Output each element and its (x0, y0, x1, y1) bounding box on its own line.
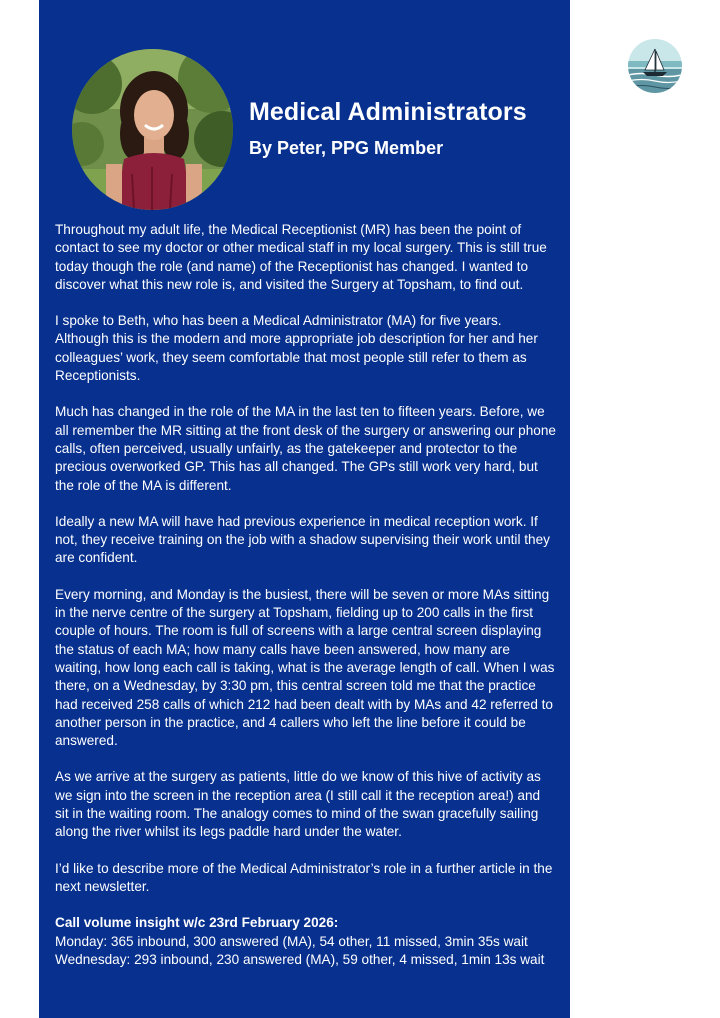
sailboat-logo-icon (628, 39, 682, 93)
insight-heading: Call volume insight w/c 23rd February 2026: (55, 915, 339, 931)
paragraph: I’d like to describe more of the Medical Administrator’s role in a further article in the next newsletter. (55, 860, 553, 894)
author-photo (72, 49, 233, 210)
article-title: Medical Administrators (249, 98, 527, 126)
call-volume-insight (55, 914, 557, 969)
photo-of-beth-image (72, 49, 233, 210)
article-panel (39, 0, 570, 1018)
insight-monday: Monday: 365 inbound, 300 answered (MA), 54 other, 11 missed, 3min 35s wait (55, 933, 528, 949)
paragraph: Ideally a new MA will have had previous experience in medical reception work. If not, they receive training on the job with a shadow supervising their work until they are confident. (55, 513, 550, 566)
paragraph: I spoke to Beth, who has been a Medical Administrator (MA) for five years. Although this is the modern and more appropriate job description for her and her colleagues’ work, they seem comfortable that most people still refer to them as Receptionists. (55, 313, 538, 384)
paragraph: As we arrive at the surgery as patients, little do we know of this hive of activity as we sign into the screen in the reception area (I still call it the reception area!) and sit in the waiting room. The analogy comes to mind of the swan gracefully sailing along the river whilst its legs paddle hard under the water. (55, 769, 541, 840)
paragraph: Every morning, and Monday is the busiest, there will be seven or more MAs sitting in the nerve centre of the surgery at Topsham, fielding up to 200 calls in the first couple of hours. The room is full of screens with a large central screen displaying the status of each MA; how many calls have been answered, how many are waiting, how long each call is taking, what is the average length of call. When I was there, on a Wednesday, by 3:30 pm, this central screen told me that the practice had received 258 calls of which 212 had been dealt with by MAs and 42 referred to another person in the practice, and 4 callers who left the line before it could be answered. (55, 586, 555, 749)
insight-wednesday: Wednesday: 293 inbound, 230 answered (MA), 59 other, 4 missed, 1min 13s wait (55, 951, 545, 967)
paragraph: Much has changed in the role of the MA in the last ten to fifteen years. Before, we all remember the MR sitting at the front desk of the surgery or answering our phone calls, often perceived, usually unfairly, as the gatekeeper and protector to the precious overworked GP. This has all changed. The GPs still work very hard, but the role of the MA is different. (55, 404, 556, 493)
article-body (55, 221, 557, 969)
article-byline: By Peter, PPG Member (249, 138, 444, 158)
paragraph: Throughout my adult life, the Medical Receptionist (MR) has been the point of contact to see my doctor or other medical staff in my local surgery. This is still true today though the role (and name) of the Receptionist has changed. I wanted to discover what this new role is, and visited the Surgery at Topsham, to find out. (55, 222, 547, 292)
